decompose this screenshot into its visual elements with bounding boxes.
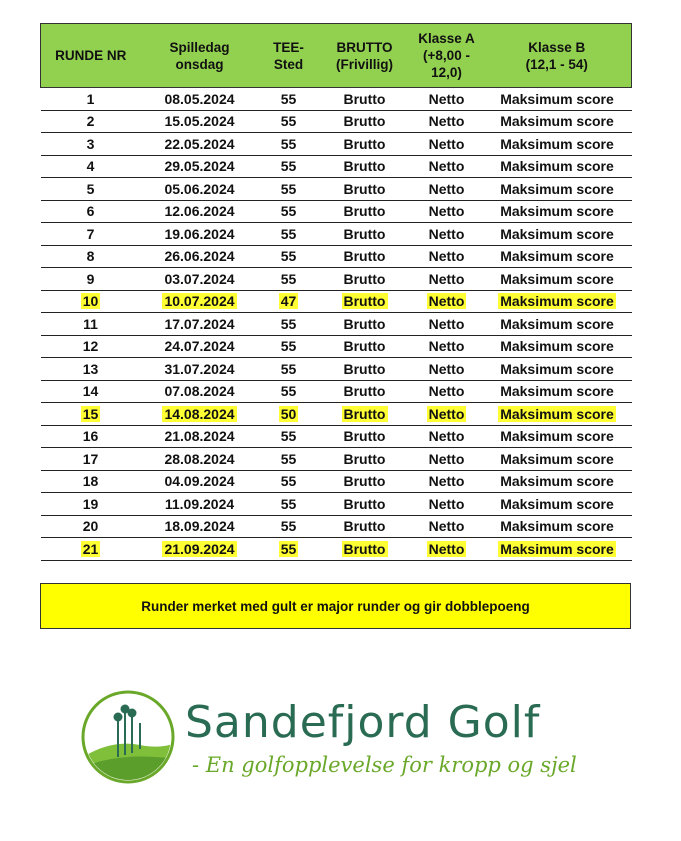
cell-text: Netto	[428, 450, 465, 467]
cell-text: 55	[280, 90, 297, 107]
class-a-cell	[411, 290, 483, 313]
cell-text: Netto	[428, 180, 465, 197]
class-b-cell	[483, 313, 632, 336]
cell-text: Maksimum score	[500, 270, 614, 287]
cell-text: 55	[280, 428, 297, 445]
class-a-cell	[411, 110, 483, 133]
class-a-cell	[411, 425, 483, 448]
cell-text: Brutto	[343, 518, 386, 535]
class-a-cell	[411, 335, 483, 358]
cell-text: Netto	[428, 270, 465, 287]
cell-text: 17.07.2024	[164, 315, 235, 332]
brutto-cell	[319, 313, 411, 336]
cell-text: 55	[280, 360, 297, 377]
cell-text: 3	[86, 135, 95, 152]
class-b-cell	[483, 335, 632, 358]
brutto-cell	[319, 133, 411, 156]
brutto-cell	[319, 200, 411, 223]
table-row	[41, 200, 632, 223]
class-b-cell	[483, 380, 632, 403]
cell-text: 6	[86, 203, 95, 220]
cell-text: 55	[280, 113, 297, 130]
cell-text: 28.08.2024	[164, 450, 235, 467]
brutto-cell	[319, 88, 411, 111]
class-b-cell	[483, 493, 632, 516]
cell-text: Maksimum score	[500, 180, 614, 197]
play-date-cell	[141, 493, 259, 516]
header-spilledag: Spilledag onsdag	[141, 24, 259, 88]
play-date-cell	[141, 335, 259, 358]
class-b-cell	[483, 425, 632, 448]
header-tee-sted: TEE- Sted	[259, 24, 319, 88]
cell-text: 18	[82, 473, 99, 490]
cell-text: 11.09.2024	[164, 495, 235, 512]
cell-text: Netto	[428, 90, 465, 107]
cell-text: 55	[280, 315, 297, 332]
cell-text: Brutto	[343, 383, 386, 400]
cell-text: 03.07.2024	[164, 270, 235, 287]
cell-text: Maksimum score	[500, 495, 614, 512]
cell-text: 2	[86, 113, 95, 130]
table-header-row	[41, 24, 632, 88]
cell-text: Brutto	[343, 450, 386, 467]
tee-cell	[259, 88, 319, 111]
logo-brand-name: Sandefjord Golf	[185, 697, 541, 748]
play-date-cell	[141, 268, 259, 291]
round-number-cell	[41, 200, 141, 223]
class-a-cell	[411, 133, 483, 156]
tee-cell	[259, 493, 319, 516]
cell-text: Netto	[428, 158, 465, 175]
table-row	[41, 245, 632, 268]
cell-text: 55	[280, 225, 297, 242]
table-row	[41, 223, 632, 246]
table-row	[41, 88, 632, 111]
cell-text: Netto	[428, 518, 465, 535]
cell-text: 55	[280, 383, 297, 400]
tee-cell	[259, 133, 319, 156]
cell-text: 55	[280, 518, 297, 535]
play-date-cell	[141, 470, 259, 493]
cell-text: 04.09.2024	[164, 473, 235, 490]
class-b-cell	[483, 133, 632, 156]
table-row-major	[41, 403, 632, 426]
cell-text: Netto	[428, 315, 465, 332]
play-date-cell	[141, 448, 259, 471]
play-date-cell	[141, 110, 259, 133]
cell-text: 8	[86, 248, 95, 265]
tee-cell	[259, 268, 319, 291]
note-text: Runder merket med gult er major runder og gir dobblepoeng	[141, 598, 530, 614]
table-row	[41, 493, 632, 516]
cell-text: 11	[83, 315, 98, 332]
round-number-cell	[41, 515, 141, 538]
class-a-cell	[411, 313, 483, 336]
cell-text: Brutto	[343, 428, 386, 445]
class-a-cell	[411, 245, 483, 268]
tee-cell	[259, 313, 319, 336]
cell-text: Maksimum score	[500, 158, 614, 175]
round-number-cell	[41, 335, 141, 358]
cell-text: Maksimum score	[500, 473, 614, 490]
tee-cell	[259, 178, 319, 201]
cell-text: Brutto	[343, 338, 386, 355]
play-date-cell	[141, 313, 259, 336]
table-row	[41, 380, 632, 403]
cell-text: 05.06.2024	[164, 180, 235, 197]
cell-text: 29.05.2024	[164, 158, 235, 175]
round-number-cell	[41, 448, 141, 471]
round-number-cell	[41, 178, 141, 201]
class-b-cell	[483, 223, 632, 246]
cell-text: Netto	[428, 473, 465, 490]
round-number-cell	[41, 88, 141, 111]
class-a-cell	[411, 268, 483, 291]
class-a-cell	[411, 493, 483, 516]
brutto-cell	[319, 110, 411, 133]
cell-text: Maksimum score	[500, 293, 614, 310]
cell-text: 08.05.2024	[164, 90, 235, 107]
cell-text: Maksimum score	[500, 225, 614, 242]
cell-text: Netto	[428, 383, 465, 400]
play-date-cell	[141, 425, 259, 448]
brutto-cell	[319, 448, 411, 471]
cell-text: 7	[86, 225, 95, 242]
brutto-cell	[319, 268, 411, 291]
cell-text: Brutto	[343, 270, 386, 287]
cell-text: 21	[82, 540, 99, 557]
tee-cell	[259, 358, 319, 381]
class-a-cell	[411, 380, 483, 403]
cell-text: 31.07.2024	[164, 360, 235, 377]
table-row	[41, 155, 632, 178]
class-b-cell	[483, 155, 632, 178]
cell-text: 13	[82, 360, 99, 377]
table-row	[41, 335, 632, 358]
cell-text: Maksimum score	[500, 450, 614, 467]
cell-text: Maksimum score	[500, 360, 614, 377]
cell-text: Netto	[428, 428, 465, 445]
table-row	[41, 515, 632, 538]
table-row-major	[41, 290, 632, 313]
brutto-cell	[319, 470, 411, 493]
class-a-cell	[411, 155, 483, 178]
header-runde-nr: RUNDE NR	[41, 24, 141, 88]
class-a-cell	[411, 200, 483, 223]
class-a-cell	[411, 178, 483, 201]
class-b-cell	[483, 178, 632, 201]
tee-cell	[259, 470, 319, 493]
round-number-cell	[41, 403, 141, 426]
cell-text: 9	[86, 270, 95, 287]
class-b-cell	[483, 88, 632, 111]
cell-text: 10.07.2024	[164, 293, 235, 310]
cell-text: 12.06.2024	[164, 203, 235, 220]
round-number-cell	[41, 245, 141, 268]
cell-text: 1	[86, 90, 95, 107]
cell-text: Brutto	[343, 203, 386, 220]
play-date-cell	[141, 403, 259, 426]
play-date-cell	[141, 88, 259, 111]
tee-cell	[259, 448, 319, 471]
cell-text: 15.05.2024	[164, 113, 235, 130]
cell-text: 26.06.2024	[164, 248, 235, 265]
cell-text: 17	[82, 450, 99, 467]
cell-text: 55	[280, 450, 297, 467]
cell-text: 18.09.2024	[164, 518, 235, 535]
cell-text: Brutto	[343, 405, 386, 422]
cell-text: Maksimum score	[500, 248, 614, 265]
cell-text: Maksimum score	[500, 518, 614, 535]
tee-cell	[259, 515, 319, 538]
cell-text: 19.06.2024	[164, 225, 235, 242]
class-b-cell	[483, 470, 632, 493]
play-date-cell	[141, 178, 259, 201]
cell-text: Netto	[428, 360, 465, 377]
class-b-cell	[483, 245, 632, 268]
cell-text: 10	[82, 293, 99, 310]
class-b-cell	[483, 358, 632, 381]
table-row	[41, 268, 632, 291]
golf-course-emblem-icon	[80, 689, 176, 785]
tee-cell	[259, 223, 319, 246]
play-date-cell	[141, 200, 259, 223]
class-b-cell	[483, 110, 632, 133]
cell-text: 07.08.2024	[164, 383, 235, 400]
cell-text: Brutto	[343, 248, 386, 265]
brutto-cell	[319, 380, 411, 403]
cell-text: 21.09.2024	[164, 540, 235, 557]
cell-text: 55	[280, 158, 297, 175]
cell-text: Netto	[428, 135, 465, 152]
cell-text: 55	[280, 540, 297, 557]
round-number-cell	[41, 313, 141, 336]
table-row-major	[41, 538, 632, 561]
brutto-cell	[319, 155, 411, 178]
class-a-cell	[411, 88, 483, 111]
class-a-cell	[411, 538, 483, 561]
play-date-cell	[141, 133, 259, 156]
table-row	[41, 425, 632, 448]
cell-text: 50	[280, 405, 297, 422]
cell-text: Maksimum score	[500, 383, 614, 400]
round-number-cell	[41, 538, 141, 561]
cell-text: Brutto	[343, 315, 386, 332]
header-klasse-a: Klasse A (+8,00 - 12,0)	[411, 24, 483, 88]
cell-text: Maksimum score	[500, 315, 614, 332]
cell-text: Maksimum score	[500, 540, 614, 557]
play-date-cell	[141, 245, 259, 268]
header-klasse-b: Klasse B (12,1 - 54)	[483, 24, 632, 88]
round-number-cell	[41, 268, 141, 291]
cell-text: 55	[280, 270, 297, 287]
cell-text: 14.08.2024	[164, 405, 235, 422]
cell-text: 47	[280, 293, 297, 310]
cell-text: Netto	[428, 540, 465, 557]
cell-text: Netto	[428, 113, 465, 130]
cell-text: Maksimum score	[500, 113, 614, 130]
cell-text: 55	[280, 180, 297, 197]
cell-text: Netto	[428, 293, 465, 310]
cell-text: Netto	[428, 338, 465, 355]
cell-text: Netto	[428, 203, 465, 220]
cell-text: 19	[82, 495, 99, 512]
cell-text: Brutto	[343, 135, 386, 152]
cell-text: 55	[280, 338, 297, 355]
tee-cell	[259, 538, 319, 561]
brutto-cell	[319, 358, 411, 381]
table-row	[41, 133, 632, 156]
class-a-cell	[411, 470, 483, 493]
cell-text: Brutto	[343, 158, 386, 175]
logo-tagline: - En golfopplevelse for kropp og sjel	[192, 753, 577, 777]
major-rounds-note	[40, 583, 631, 629]
class-b-cell	[483, 403, 632, 426]
sandefjord-golf-logo	[80, 683, 610, 793]
class-b-cell	[483, 515, 632, 538]
table-row	[41, 448, 632, 471]
cell-text: 55	[280, 248, 297, 265]
table-row	[41, 313, 632, 336]
class-a-cell	[411, 358, 483, 381]
class-b-cell	[483, 290, 632, 313]
cell-text: 24.07.2024	[164, 338, 235, 355]
round-number-cell	[41, 380, 141, 403]
play-date-cell	[141, 538, 259, 561]
tee-cell	[259, 245, 319, 268]
play-date-cell	[141, 358, 259, 381]
cell-text: 22.05.2024	[164, 135, 235, 152]
class-a-cell	[411, 448, 483, 471]
cell-text: Brutto	[343, 90, 386, 107]
tee-cell	[259, 155, 319, 178]
play-date-cell	[141, 515, 259, 538]
brutto-cell	[319, 335, 411, 358]
cell-text: Maksimum score	[500, 135, 614, 152]
round-number-cell	[41, 110, 141, 133]
cell-text: Netto	[428, 225, 465, 242]
cell-text: Brutto	[343, 113, 386, 130]
cell-text: 16	[82, 428, 99, 445]
cell-text: Netto	[428, 248, 465, 265]
round-number-cell	[41, 290, 141, 313]
cell-text: Maksimum score	[500, 203, 614, 220]
class-a-cell	[411, 223, 483, 246]
cell-text: Brutto	[343, 540, 386, 557]
class-b-cell	[483, 268, 632, 291]
round-number-cell	[41, 155, 141, 178]
table-row	[41, 470, 632, 493]
cell-text: 14	[82, 383, 99, 400]
tee-cell	[259, 335, 319, 358]
brutto-cell	[319, 425, 411, 448]
tee-cell	[259, 110, 319, 133]
brutto-cell	[319, 538, 411, 561]
brutto-cell	[319, 515, 411, 538]
cell-text: Maksimum score	[500, 405, 614, 422]
brutto-cell	[319, 290, 411, 313]
cell-text: 4	[86, 158, 95, 175]
brutto-cell	[319, 403, 411, 426]
table-row	[41, 358, 632, 381]
tee-cell	[259, 425, 319, 448]
play-date-cell	[141, 155, 259, 178]
class-a-cell	[411, 515, 483, 538]
round-number-cell	[41, 493, 141, 516]
cell-text: 55	[280, 473, 297, 490]
play-date-cell	[141, 380, 259, 403]
cell-text: 5	[86, 180, 95, 197]
play-date-cell	[141, 290, 259, 313]
brutto-cell	[319, 223, 411, 246]
table-row	[41, 110, 632, 133]
cell-text: 55	[280, 203, 297, 220]
cell-text: Maksimum score	[500, 338, 614, 355]
cell-text: Brutto	[343, 495, 386, 512]
tee-cell	[259, 290, 319, 313]
round-number-cell	[41, 358, 141, 381]
cell-text: Brutto	[343, 180, 386, 197]
tee-cell	[259, 380, 319, 403]
cell-text: 21.08.2024	[164, 428, 235, 445]
cell-text: 55	[280, 135, 297, 152]
brutto-cell	[319, 493, 411, 516]
table-row	[41, 178, 632, 201]
cell-text: Brutto	[343, 473, 386, 490]
brutto-cell	[319, 178, 411, 201]
cell-text: Maksimum score	[500, 90, 614, 107]
tee-cell	[259, 200, 319, 223]
class-b-cell	[483, 200, 632, 223]
cell-text: Brutto	[343, 293, 386, 310]
cell-text: Brutto	[343, 360, 386, 377]
cell-text: Netto	[428, 495, 465, 512]
cell-text: 15	[82, 405, 99, 422]
cell-text: 20	[82, 518, 99, 535]
cell-text: Maksimum score	[500, 428, 614, 445]
header-brutto: BRUTTO (Frivillig)	[319, 24, 411, 88]
round-number-cell	[41, 425, 141, 448]
cell-text: Brutto	[343, 225, 386, 242]
round-number-cell	[41, 223, 141, 246]
table-body	[41, 88, 632, 561]
play-date-cell	[141, 223, 259, 246]
round-schedule-table	[40, 23, 632, 561]
round-number-cell	[41, 470, 141, 493]
round-number-cell	[41, 133, 141, 156]
class-b-cell	[483, 538, 632, 561]
brutto-cell	[319, 245, 411, 268]
cell-text: 12	[82, 338, 99, 355]
cell-text: Netto	[428, 405, 465, 422]
class-a-cell	[411, 403, 483, 426]
cell-text: 55	[280, 495, 297, 512]
class-b-cell	[483, 448, 632, 471]
tee-cell	[259, 403, 319, 426]
